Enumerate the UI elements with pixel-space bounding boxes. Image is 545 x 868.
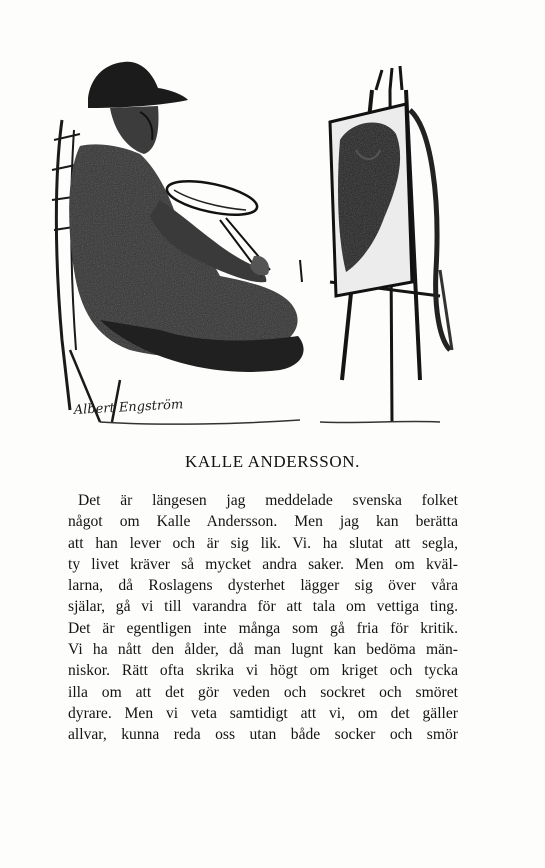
chapter-title: KALLE ANDERSSON. — [185, 452, 360, 471]
body-paragraph — [68, 490, 458, 746]
text-line: något om Kalle Andersson. Men jag kan berätta — [68, 513, 458, 531]
painter-figure — [69, 62, 303, 372]
text-line: Det är längesen jag meddelade svenska folket — [78, 492, 458, 509]
text-line: att han lever och är sig lik. Vi. ha slutat att segla, — [68, 534, 458, 552]
text-line: larna, då Roslagens dysterhet lägger sig över våra — [68, 577, 458, 595]
canvas-painting — [330, 104, 412, 296]
artist-signature: Albert Engström — [73, 397, 184, 418]
text-line: Vi ha nått den ålder, då man lugnt kan bedöma män- — [68, 641, 458, 659]
text-line: Det är egentligen inte många som gå fria för kritik. — [68, 619, 458, 637]
painter-at-easel-illustration — [40, 50, 470, 430]
text-line: illa om att det gör veden och sockret och smöret — [68, 683, 458, 701]
text-line: själar, gå vi till varandra för att tala om vettiga ting. — [68, 598, 458, 616]
text-line: dyrare. Men vi veta samtidigt att vi, om det gäller — [68, 704, 458, 722]
text-line: ty livet kräver så mycket andra saker. Men om kväl- — [68, 555, 458, 573]
text-line: allvar, kunna reda oss utan både socker och smör — [68, 726, 458, 744]
text-line: niskor. Rätt ofta skrika vi högt om kriget och tycka — [68, 662, 458, 680]
